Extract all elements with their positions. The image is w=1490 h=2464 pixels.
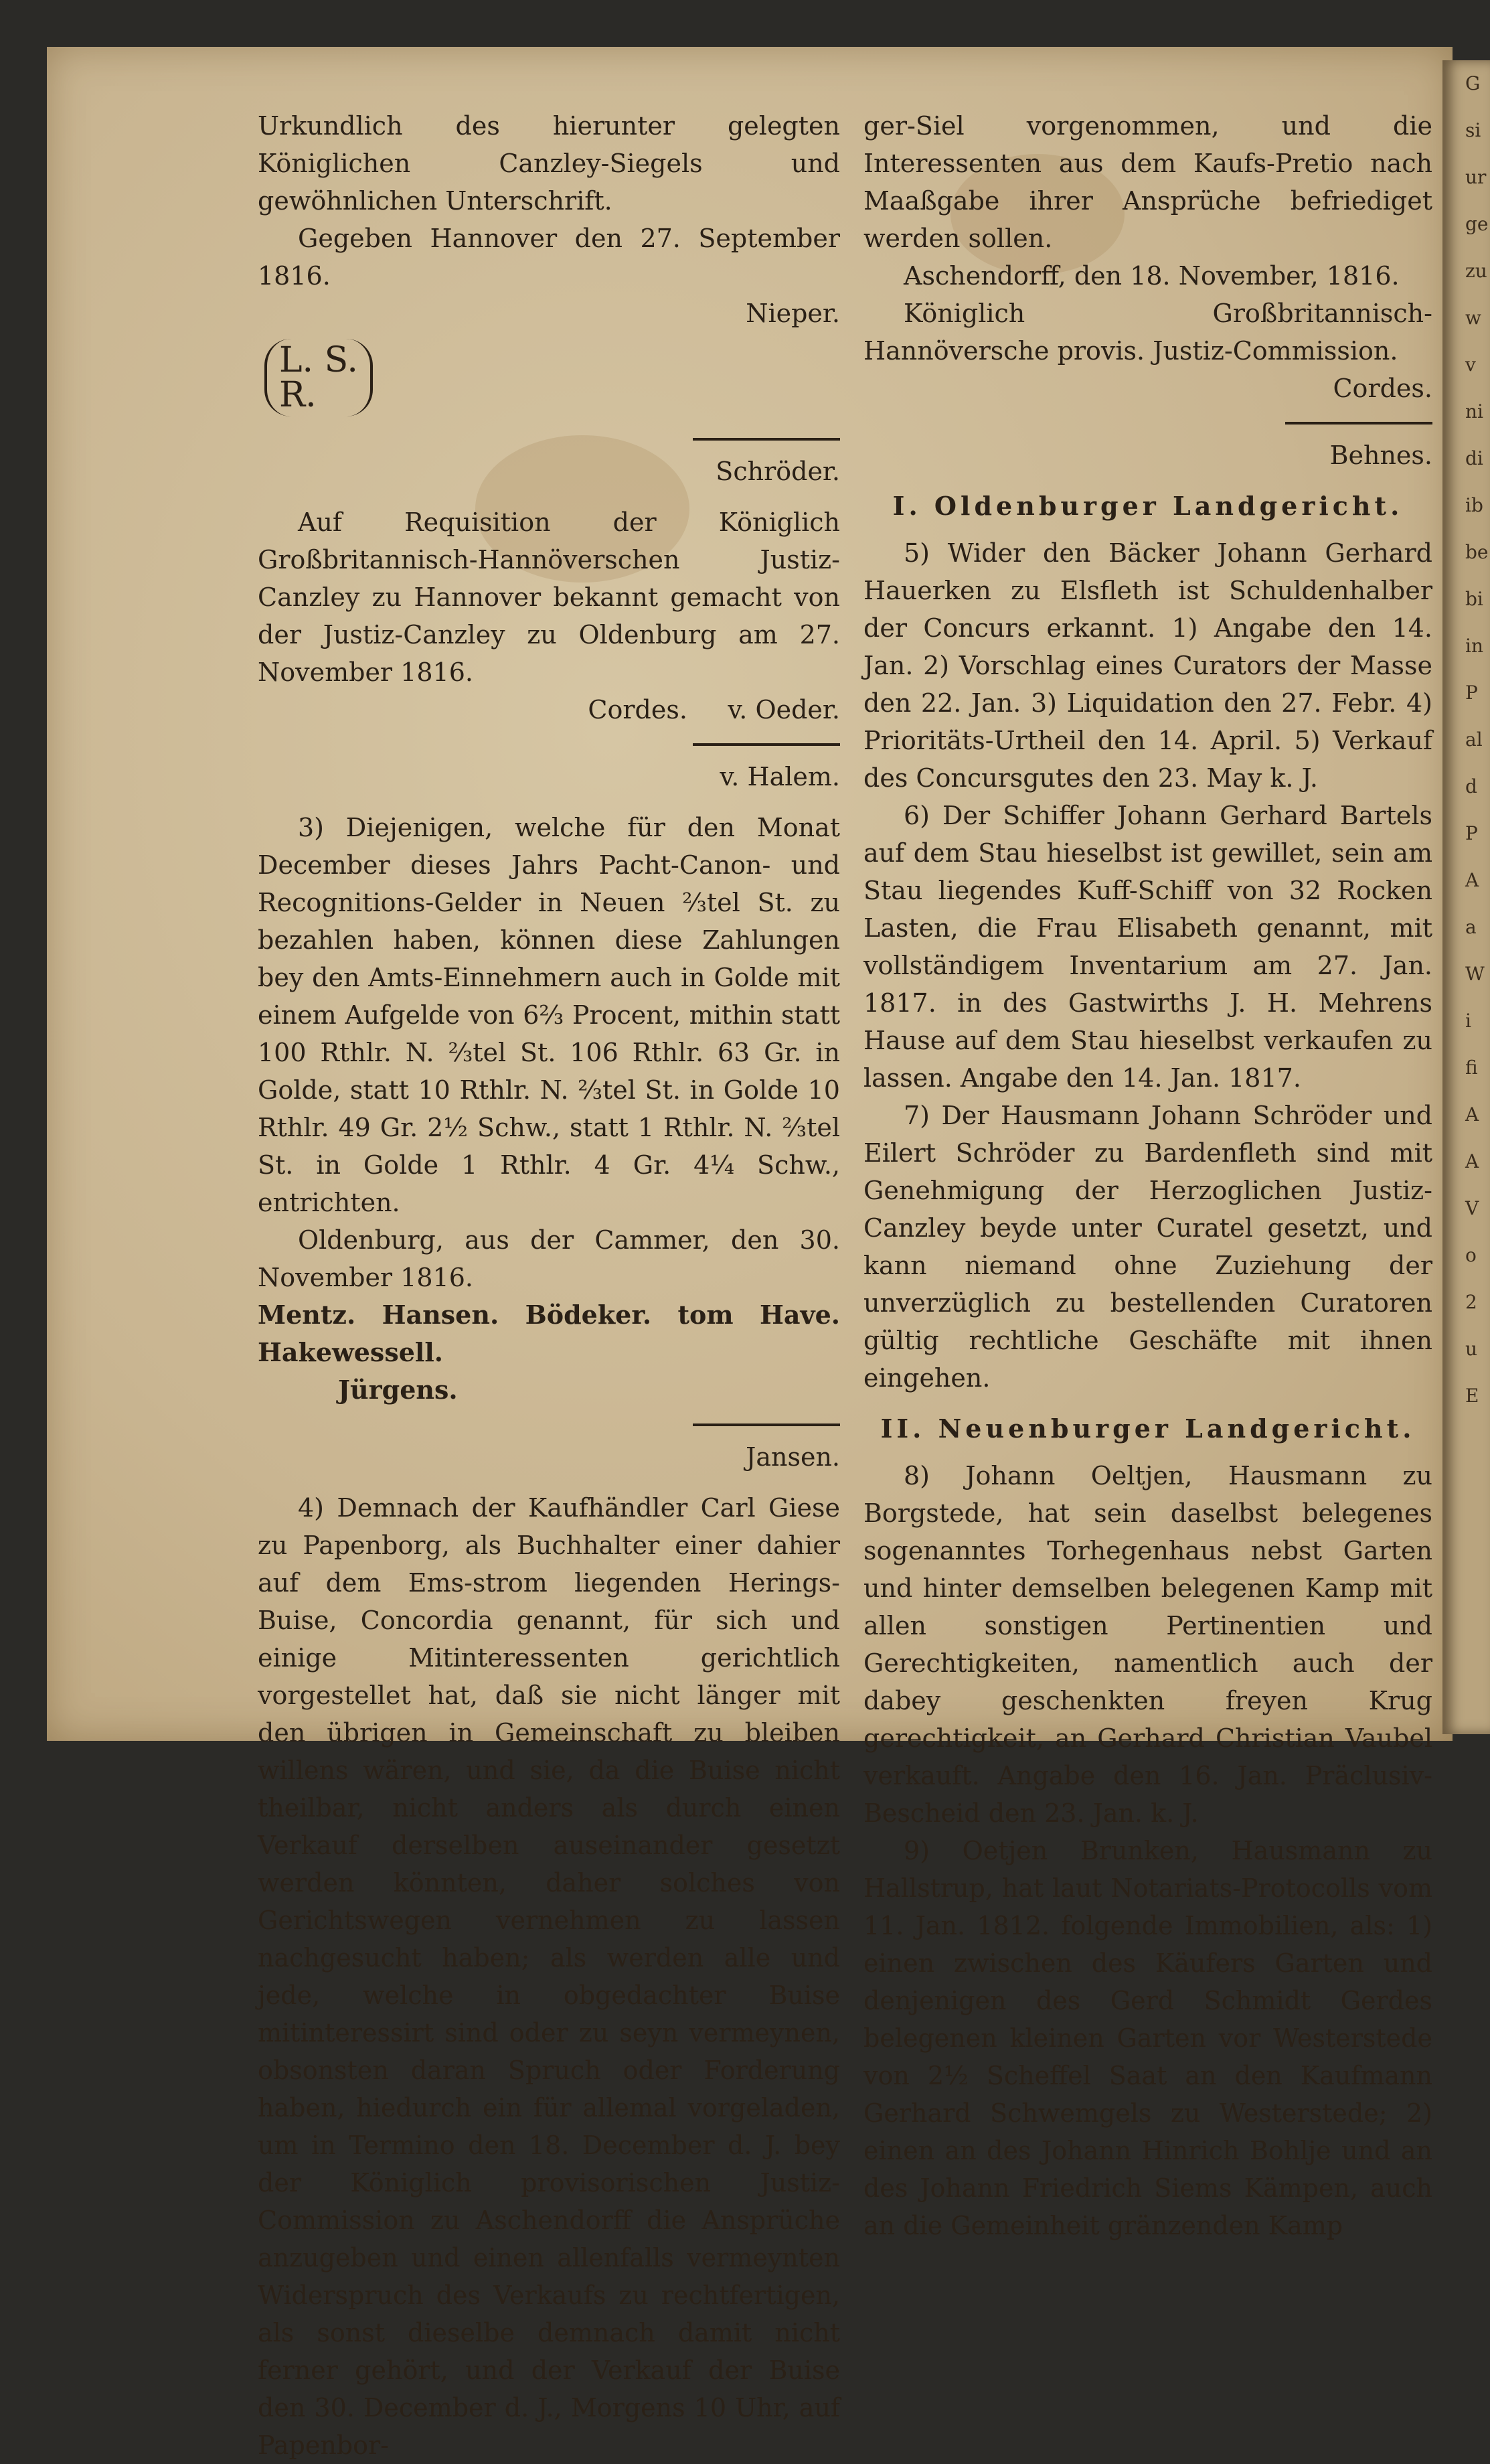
paragraph-4-continued: ger-Siel vorgenommen, und die Interessenten aus dem Kaufs-Pretio nach Maaßgabe ihrer Ansprüche befriediget werden sollen. [863, 111, 1432, 253]
next-page-fragment: in [1465, 635, 1483, 657]
next-page-fragment: P [1465, 822, 1478, 844]
left-column [258, 107, 840, 2464]
signature-cordes-2: Cordes. [1333, 374, 1432, 403]
next-page-fragment: a [1465, 916, 1477, 938]
divider [693, 1423, 840, 1426]
next-page-fragment: A [1465, 1103, 1479, 1126]
paragraph-8: 8) Johann Oeltjen, Hausmann zu Borgstede, hat sein daselbst belegenes sogenanntes Torhegenhaus nebst Garten und hinter demselben belegenen Kamp mit allen sonstigen Pertinentien und Gerechtigkeiten, namentlich auch der dabey geschenkten freyen Krug gerechtigkeit, an Gerhard Christian Vaubel verkauft. Angabe den 16. Jan. Präclusiv-Bescheid den 23. Jan. k. J. [863, 1461, 1432, 1828]
signature-jansen: Jansen. [746, 1442, 840, 1472]
paragraph-9: 9) Oetjen Brunken, Hausmann zu Hallstrup, hat laut Notariats-Protocolls vom 11. Jan. 1812. folgende Immobilien, als: 1) einen zwischen des Käufers Garten und denjenigen des Gerd Schmidt Gerdes belegenen kleinen Garten vor Westerstede von 2½ Scheffel Saat an den Kaufmann Gerhard Schwemgels zu Westerstede; 2) einen an des Johann Hinrich Bohlje und an des Johann Friedrich Siems Kämpen, auch an die Gemeinheit gränzenden Kamp [863, 1836, 1432, 2240]
seal-mark [258, 332, 840, 423]
paragraph-3: 3) Diejenigen, welche für den Monat December dieses Jahrs Pacht-Canon- und Recognitions-Gelder in Neuen ⅔tel St. zu bezahlen haben, können diese Zahlungen bey den Amts-Einnehmern auch in Golde mit einem Aufgelde von 6⅔ Procent, mithin statt 100 Rthlr. N. ⅔tel St. 106 Rthlr. 63 Gr. in Golde, statt 10 Rthlr. N. ⅔tel St. in Golde 10 Rthlr. 49 Gr. 2½ Schw., statt 1 Rthlr. N. ⅔tel St. in Golde 1 Rthlr. 4 Gr. 4¼ Schw., entrichten. [258, 813, 840, 1217]
heading-neuenburger-landgericht: II. Neuenburger Landgericht. [880, 1413, 1416, 1444]
seal-ls-r [264, 339, 373, 416]
divider [1285, 422, 1432, 425]
next-page-fragment: si [1465, 119, 1481, 141]
next-page-fragment: ni [1465, 400, 1483, 422]
date-hannover: Gegeben Hannover den 27. September 1816. [258, 224, 840, 291]
authority-commission: Königlich Großbritannisch-Hannöversche provis. Justiz-Commission. [863, 299, 1432, 366]
next-page-edge [1442, 60, 1490, 1734]
seal-ls-text: L. S. [279, 340, 358, 380]
next-page-fragment: u [1465, 1338, 1478, 1360]
next-page-fragment: i [1465, 1010, 1471, 1032]
next-page-fragment: 2 [1465, 1291, 1477, 1313]
signature-schroeder: Schröder. [716, 457, 840, 486]
next-page-fragment: be [1465, 541, 1489, 563]
signature-nieper: Nieper. [746, 299, 840, 328]
next-page-fragment: ur [1465, 166, 1487, 188]
paragraph-requisition: Auf Requisition der Königlich Großbritannisch-Hannöverschen Justiz-Canzley zu Hannover bekannt gemacht von der Justiz-Canzley zu Oldenburg am 27. November 1816. [258, 508, 840, 687]
next-page-fragment: W [1465, 963, 1485, 985]
paragraph-3-names-2: Jürgens. [338, 1375, 458, 1405]
next-page-fragment: ib [1465, 494, 1483, 516]
paragraph-4: 4) Demnach der Kaufhändler Carl Giese zu Papenborg, als Buchhalter einer dahier auf dem Ems-strom liegenden Herings-Buise, Concordia genannt, für sich und einige Mitinteressenten gerichtlich vorgestellet hat, daß sie nicht länger mit den übrigen in Gemeinschaft zu bleiben willens wären, und sie, da die Buise nicht theilbar, nicht anders als durch einen Verkauf derselben auseinander gesetzt werden könnten, daher solches von Gerichtswegen vernehmen zu lassen nachgesucht haben; als werden alle und jede, welche in obgedachter Buise mitinteressirt sind oder zu seyn vermeynen, obsonsten daran Spruch oder Forderung haben, hiedurch ein für allemal vorgeladen, um in Termino den 18. December d. J. bey der Königlich provisorischen Justiz-Commission zu Aschendorff die Ansprüche anzugeben und einen allenfalls vermeynten Widerspruch des Verkaufs zu rechtfertigen, als sonst dieselbe demnach damit nicht ferner gehört, und der Verkauf der Buise den 30. December d. J., Morgens 10 Uhr, auf Papenbor- [258, 1493, 840, 2460]
next-page-fragment: zu [1465, 260, 1487, 282]
seal-r-text: R. [279, 375, 317, 415]
divider [693, 438, 840, 441]
signature-halem: v. Halem. [720, 762, 840, 791]
signature-oeder: v. Oeder. [728, 695, 840, 724]
paragraph-3-names: Mentz. Hansen. Bödeker. tom Have. Hakewessell. [258, 1300, 840, 1367]
paragraph-3-place: Oldenburg, aus der Cammer, den 30. November 1816. [258, 1225, 840, 1292]
next-page-fragment: bi [1465, 588, 1483, 610]
next-page-fragment: P [1465, 682, 1478, 704]
requisition-signatures [258, 691, 840, 728]
paragraph-6: 6) Der Schiffer Johann Gerhard Bartels auf dem Stau hieselbst ist gewillet, sein am Stau liegendes Kuff-Schiff von 32 Rocken Lasten, die Frau Elisabeth genannt, mit vollständigem Inventarium am 27. Jan. 1817. in des Gastwirths J. H. Mehrens Hause auf dem Stau hieselbst verkaufen zu lassen. Angabe den 14. Jan. 1817. [863, 801, 1432, 1093]
next-page-fragment: E [1465, 1385, 1479, 1407]
next-page-fragment: A [1465, 1150, 1479, 1172]
next-page-fragment: ge [1465, 213, 1489, 235]
next-page-fragment: o [1465, 1244, 1477, 1266]
next-page-fragment: G [1465, 72, 1481, 94]
next-page-fragment: w [1465, 307, 1481, 329]
signature-behnes: Behnes. [1329, 441, 1432, 470]
next-page-fragment: di [1465, 447, 1483, 469]
next-page-fragment: al [1465, 728, 1483, 751]
next-page-fragment: d [1465, 775, 1477, 797]
next-page-fragment: fi [1465, 1057, 1478, 1079]
date-aschendorff: Aschendorff, den 18. November, 1816. [904, 261, 1400, 291]
right-column [863, 107, 1432, 2244]
next-page-fragment: V [1465, 1197, 1479, 1219]
heading-oldenburger-landgericht: I. Oldenburger Landgericht. [892, 491, 1404, 521]
divider [693, 743, 840, 746]
signature-cordes: Cordes. [588, 695, 687, 724]
next-page-fragment: v [1465, 354, 1476, 376]
paragraph-7: 7) Der Hausmann Johann Schröder und Eilert Schröder zu Bardenfleth sind mit Genehmigung der Herzoglichen Justiz-Canzley beyde unter Curatel gesetzt, und kann niemand ohne Zuziehung der unverzüglich zu bestellenden Curatoren gültig rechtliche Geschäfte mit ihnen eingehen. [863, 1101, 1432, 1393]
next-page-fragment: A [1465, 869, 1479, 891]
paragraph-seal-intro: Urkundlich des hierunter gelegten Königlichen Canzley-Siegels und gewöhnlichen Unterschrift. [258, 111, 840, 216]
paragraph-5: 5) Wider den Bäcker Johann Gerhard Hauerken zu Elsfleth ist Schuldenhalber der Concurs erkannt. 1) Angabe den 14. Jan. 2) Vorschlag eines Curators der Masse den 22. Jan. 3) Liquidation den 27. Febr. 4) Prioritäts-Urtheil den 14. April. 5) Verkauf des Concursgutes den 23. May k. J. [863, 538, 1432, 793]
